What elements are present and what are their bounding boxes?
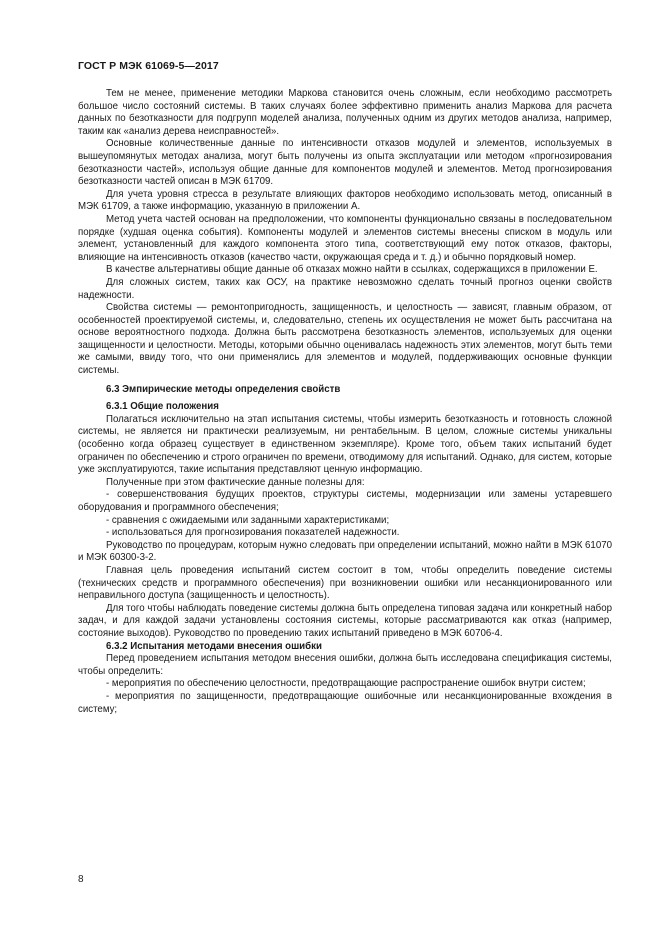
paragraph: Перед проведением испытания методом внесения ошибки, должна быть исследована спецификация системы, чтобы определить: — [78, 653, 612, 677]
paragraph: Главная цель проведения испытаний систем состоит в том, чтобы определить поведение системы (технических средств и программного обеспечения) при возникновении ошибки или несанкционированного или неправильного доступа (защищенность и целостность). — [78, 564, 612, 602]
paragraph: Тем не менее, применение методики Маркова становится очень сложным, если необходимо рассмотреть большое число состояний системы. В таких случаях более эффективно применить анализ Маркова для расчета данных по безотказности для подгрупп моделей анализа, полученных одним из других методов анализа, например, таким как «анализ дерева неисправностей». — [78, 88, 612, 137]
list-item: - мероприятия по обеспечению целостности, предотвращающие распространение ошибок внутри систем; — [106, 678, 586, 690]
section-heading-6-3: 6.3 Эмпирические методы определения свойств — [106, 383, 341, 395]
page-number: 8 — [78, 874, 84, 885]
paragraph: Полагаться исключительно на этап испытания системы, чтобы измерить безотказность и готовность сложной системы, не является ни практически реализуемым, ни рентабельным. В целом, сложные системы уникальны (особенно когда образец существует в единственном экземпляре). Кроме того, объем таких испытаний будет ограничен по обеспечению и строго ограничен по времени, отводимому для испытаний. Однако, для систем, которые уже эксплуатируются, такие испытания представляют ценную информацию. — [78, 413, 612, 476]
paragraph: Метод учета частей основан на предположении, что компоненты функционально связаны в последовательном порядке (худшая оценка события). Компоненты модулей и элементов системы внесены списком в модуль или элемент, установленный для каждого компонента этого типа, соответствующий ему поток отказов, факторы, влияющие на интенсивность отказов (качество части, окружающая среда и т. д.) и обычно порядковый номер. — [78, 213, 612, 263]
paragraph: Свойства системы — ремонтопригодность, защищенность, и целостность — зависят, главным образом, от особенностей проектируемой системы, и, следовательно, степень их осуществления не может быть рассчитана на основе вероятностного подхода. Должна быть рассмотрена безотказность элементов, используемых для оценки защищенности и целостности. Методы, которыми обычно оценивалась надежность этих элементов, могут быть теми же самыми, ввиду того, что они применялись для элементов и модулей, поддерживающих основные функции системы. — [78, 302, 612, 377]
list-item: - сравнения с ожидаемыми или заданными характеристиками; — [106, 514, 390, 526]
document-body — [78, 88, 612, 716]
list-item: - использоваться для прогнозирования показателей надежности. — [106, 527, 400, 539]
paragraph: Руководство по процедурам, которым нужно следовать при определении испытаний, можно найти в МЭК 61070 и МЭК 60300-3-2. — [78, 539, 612, 564]
paragraph: Для того чтобы наблюдать поведение системы должна быть определена типовая задача или конкретный набор задач, и для каждой задачи установлены состояния системы, которые рассматриваются как отказ (например, состояние выходов). Руководство по проведению таких испытаний приведено в МЭК 60706-4. — [78, 602, 612, 639]
paragraph: Для сложных систем, таких как ОСУ, на практике невозможно сделать точный прогноз оценки свойств надежности. — [78, 276, 612, 301]
document-header: ГОСТ Р МЭК 61069-5—2017 — [78, 60, 219, 72]
list-item: - мероприятия по защищенности, предотвращающие ошибочные или несанкционированные вхождения в систему; — [78, 690, 612, 715]
paragraph: Полученные при этом фактические данные полезны для: — [106, 476, 365, 488]
paragraph: В качестве альтернативы общие данные об отказах можно найти в ссылках, содержащихся в приложении Е. — [106, 264, 598, 276]
section-heading-6-3-2: 6.3.2 Испытания методами внесения ошибки — [106, 640, 322, 652]
section-heading-6-3-1: 6.3.1 Общие положения — [106, 401, 219, 413]
paragraph: Для учета уровня стресса в результате влияющих факторов необходимо использовать метод, описанный в МЭК 61709, а также информацию, указанную в приложении А. — [78, 188, 612, 213]
list-item: - совершенствования будущих проектов, структуры системы, модернизации или замены устаревшего оборудования и программного обеспечения; — [78, 489, 612, 513]
paragraph: Основные количественные данные по интенсивности отказов модулей и элементов, используемых в вышеупомянутых методах анализа, могут быть получены из опыта эксплуатации или методом «прогнозирования безотказности частей», используя общие данные для компонентов модулей и элементов. Метод прогнозирования безотказности частей описан в МЭК 61709. — [78, 138, 612, 188]
